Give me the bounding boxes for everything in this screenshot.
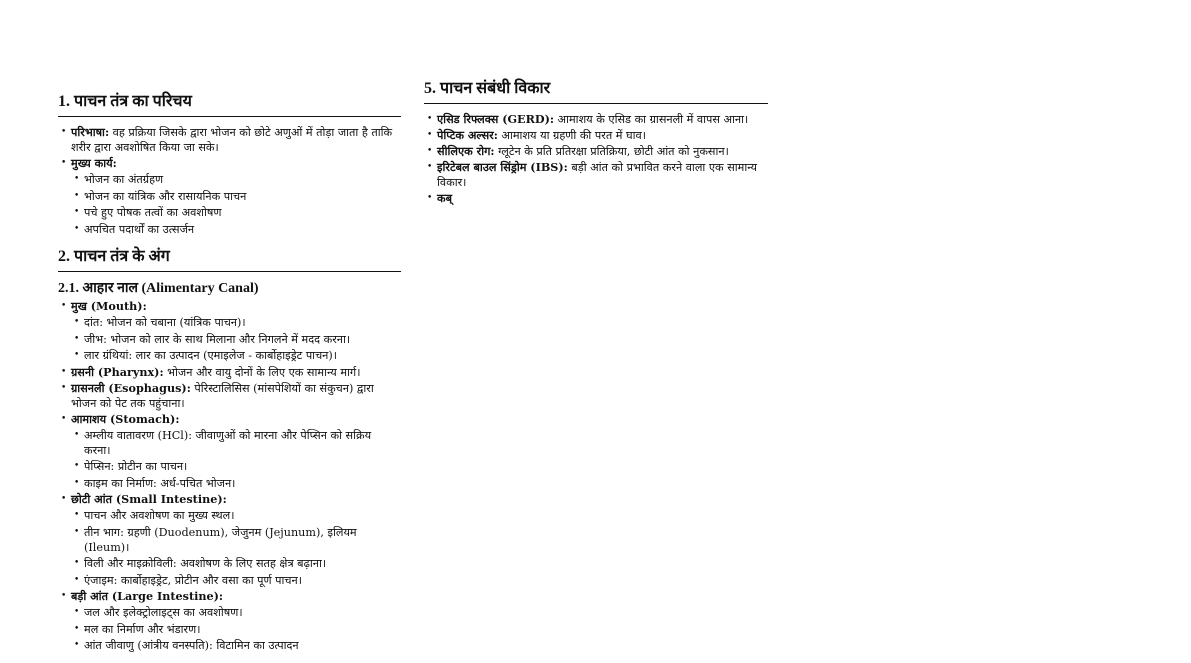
- list-item: • जीभ: भोजन को लार के साथ मिलाना और निगलने में मदद करना।: [58, 332, 401, 347]
- organ-label: बड़ी आंत (Large Intestine):: [71, 589, 224, 603]
- definition-text: वह प्रक्रिया जिसके द्वारा भोजन को छोटे अणुओं में तोड़ा जाता है ताकि शरीर द्वारा अवशोषित किया जा सके।: [71, 126, 393, 154]
- disorder-ibs: [424, 160, 768, 190]
- list-item: • तीन भाग: ग्रहणी (Duodenum), जेजुनम (Jejunum), इलियम (Ileum)।: [58, 525, 401, 555]
- section-title: 2. पाचन तंत्र के अंग: [58, 247, 401, 272]
- list-item: • लार ग्रंथियां: लार का उत्पादन (एमाइलेज - कार्बोहाइड्रेट पाचन)।: [58, 348, 401, 363]
- disorder-label: पेप्टिक अल्सर:: [437, 128, 498, 142]
- list-item: • भोजन का अंतर्ग्रहण: [58, 172, 401, 187]
- list-item: • पेप्सिन: प्रोटीन का पाचन।: [58, 459, 401, 474]
- disorder-text: ग्लूटेन के प्रति प्रतिरक्षा प्रतिक्रिया, छोटी आंत को नुकसान।: [494, 145, 729, 158]
- list-item: • मल का निर्माण और भंडारण।: [58, 622, 401, 637]
- organ-esophagus: [58, 381, 401, 411]
- disorder-constipation: [424, 191, 768, 206]
- organ-stomach: [58, 412, 401, 491]
- left-column: [58, 92, 401, 663]
- list-item: • आंत जीवाणु (आंत्रीय वनस्पति): विटामिन का उत्पादन: [58, 638, 401, 653]
- section-organs: [58, 247, 401, 654]
- organ-label: ग्रसनी (Pharynx):: [71, 364, 164, 379]
- intro-list: [58, 125, 401, 237]
- right-column: [424, 79, 768, 216]
- list-item: • एंजाइम: कार्बोहाइड्रेट, प्रोटीन और वसा का पूर्ण पाचन।: [58, 573, 401, 588]
- large-intestine-list: [71, 605, 401, 653]
- organs-list: [58, 299, 401, 653]
- list-item: • अपचित पदार्थों का उत्सर्जन: [58, 222, 401, 237]
- list-item: • पाचन और अवशोषण का मुख्य स्थल।: [58, 508, 401, 523]
- organ-text: पेरिस्टालिसिस (मांसपेशियों का संकुचन) द्वारा भोजन को पेट तक पहुंचाना।: [71, 381, 374, 410]
- list-item: • अम्लीय वातावरण (HCl): जीवाणुओं को मारना और पेप्सिन को सक्रिय करना।: [58, 428, 401, 458]
- disorder-text: आमाशय या ग्रहणी की परत में घाव।: [497, 129, 646, 142]
- disorder-gerd: [424, 112, 768, 127]
- list-item: • दांत: भोजन को चबाना (यांत्रिक पाचन)।: [58, 315, 401, 330]
- definition-label: परिभाषा:: [71, 125, 110, 139]
- functions-list: [71, 172, 401, 237]
- organ-pharynx: [58, 365, 401, 380]
- disorder-label: इरिटेबल बाउल सिंड्रोम (IBS):: [437, 160, 568, 174]
- list-item: • काइम का निर्माण: अर्ध-पचित भोजन।: [58, 476, 401, 491]
- disorders-list: [424, 112, 768, 206]
- small-intestine-list: [71, 508, 401, 588]
- disorder-ulcer: [424, 128, 768, 143]
- organ-label: मुख (Mouth):: [71, 299, 147, 313]
- section-disorders: [424, 79, 768, 206]
- section-title: 1. पाचन तंत्र का परिचय: [58, 92, 401, 117]
- functions-label: मुख्य कार्य:: [71, 156, 117, 170]
- section-intro: [58, 92, 401, 237]
- organ-large-intestine: [58, 589, 401, 653]
- organ-text: भोजन और वायु दोनों के लिए एक सामान्य मार्ग।: [163, 365, 361, 379]
- disorder-label: सीलिएक रोग:: [437, 144, 495, 158]
- disorder-text: बड़ी आंत को प्रभावित करने वाला एक सामान्य विकार।: [437, 161, 758, 189]
- disorder-label: कब्: [437, 191, 452, 205]
- disorder-label: एसिड रिफ्लक्स (GERD):: [437, 112, 554, 126]
- disorder-text: आमाशय के एसिड का ग्रासनली में वापस आना।: [554, 113, 749, 126]
- list-item: • विली और माइक्रोविली: अवशोषण के लिए सतह क्षेत्र बढ़ाना।: [58, 556, 401, 571]
- list-item: • जल और इलेक्ट्रोलाइट्स का अवशोषण।: [58, 605, 401, 620]
- organ-label: छोटी आंत (Small Intestine):: [71, 492, 227, 506]
- stomach-list: [71, 428, 401, 491]
- definition-item: [58, 125, 401, 155]
- disorder-celiac: [424, 144, 768, 159]
- functions-item: [58, 156, 401, 237]
- organ-label: आमाशय (Stomach):: [71, 411, 180, 426]
- list-item: • पचे हुए पोषक तत्वों का अवशोषण: [58, 205, 401, 220]
- organ-small-intestine: [58, 492, 401, 588]
- organ-label: ग्रासनली (Esophagus):: [71, 380, 191, 395]
- mouth-list: [71, 315, 401, 363]
- subsection-title: 2.1. आहार नाल (Alimentary Canal): [58, 280, 259, 296]
- list-item: • भोजन का यांत्रिक और रासायनिक पाचन: [58, 189, 401, 204]
- organ-mouth: [58, 299, 401, 363]
- section-title: 5. पाचन संबंधी विकार: [424, 79, 768, 104]
